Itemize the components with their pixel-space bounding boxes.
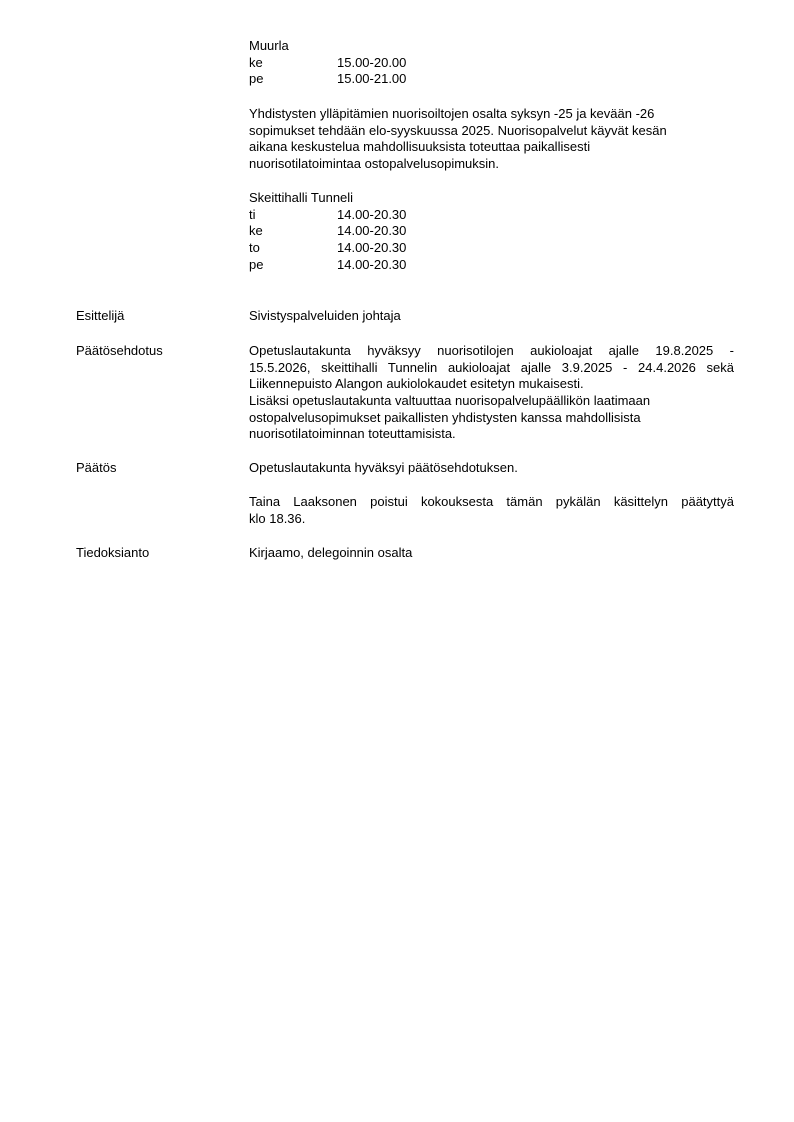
proposal-line: nuorisotilatoiminnan toteuttamisista.: [249, 426, 456, 442]
decision-note-line: klo 18.36.: [249, 510, 306, 526]
proposal-line: Opetuslautakunta hyväksyy nuorisotilojen aukioloajat ajalle 19.8.2025 -: [249, 343, 734, 358]
schedule-time: 15.00-20.00: [337, 54, 407, 70]
schedule-time: 15.00-21.00: [337, 71, 407, 87]
muurla-heading: Muurla: [249, 38, 289, 53]
schedule-row: [249, 240, 739, 257]
paragraph-line: nuorisotilatoimintaa ostopalvelusopimuksin.: [249, 156, 500, 172]
proposal-line: Lisäksi opetuslautakunta valtuuttaa nuorisopalvelupäällikön laatimaan: [249, 393, 651, 409]
proposal-line: ostopalvelusopimukset paikallisten yhdistysten kanssa mahdollisista: [249, 409, 641, 425]
schedule-row: [249, 223, 739, 240]
decision-note: [249, 494, 739, 527]
associations-note: [249, 106, 739, 173]
proposal-line: 15.5.2026, skeittihalli Tunnelin aukioloajat ajalle 3.9.2025 - 24.4.2026 sekä: [249, 359, 734, 375]
decision-label: Päätös: [76, 460, 117, 475]
notification-label: Tiedoksianto: [76, 545, 150, 560]
paragraph-line: sopimukset tehdään elo-syyskuussa 2025. Nuorisopalvelut käyvät kesän: [249, 122, 667, 138]
muurla-section: [249, 38, 739, 88]
proposal-section: [249, 343, 739, 443]
schedule-day: pe: [249, 256, 264, 272]
schedule-row: [249, 207, 739, 224]
schedule-time: 14.00-20.30: [337, 223, 407, 239]
schedule-time: 14.00-20.30: [337, 240, 407, 256]
decision-value: Opetuslautakunta hyväksyi päätösehdotuksen.: [249, 460, 518, 475]
proposal-label: Päätösehdotus: [76, 343, 163, 358]
paragraph-line: aikana keskustelua mahdollisuuksista toteuttaa paikallisesti: [249, 139, 591, 155]
skatehall-section: [249, 190, 739, 273]
schedule-day: ke: [249, 54, 263, 70]
presenter-section: [249, 308, 739, 325]
paragraph-line: Yhdistysten ylläpitämien nuorisoiltojen osalta syksyn -25 ja kevään -26: [249, 106, 655, 121]
decision-note-line: Taina Laaksonen poistui kokouksesta tämän pykälän käsittelyn päätyttyä: [249, 494, 734, 509]
schedule-row: [249, 257, 739, 274]
notification-section: [249, 545, 739, 562]
presenter-value: Sivistyspalveluiden johtaja: [249, 308, 401, 323]
schedule-time: 14.00-20.30: [337, 256, 407, 272]
proposal-line: Liikennepuisto Alangon aukiolokaudet esitetyn mukaisesti.: [249, 376, 584, 392]
schedule-row: [249, 55, 739, 72]
schedule-time: 14.00-20.30: [337, 206, 407, 222]
schedule-day: ti: [249, 206, 256, 222]
presenter-label: Esittelijä: [76, 308, 125, 323]
decision-section: [249, 460, 739, 477]
notification-value: Kirjaamo, delegoinnin osalta: [249, 545, 413, 560]
skatehall-heading: Skeittihalli Tunneli: [249, 190, 354, 205]
schedule-row: [249, 71, 739, 88]
schedule-day: to: [249, 240, 260, 256]
schedule-day: pe: [249, 71, 264, 87]
schedule-day: ke: [249, 223, 263, 239]
